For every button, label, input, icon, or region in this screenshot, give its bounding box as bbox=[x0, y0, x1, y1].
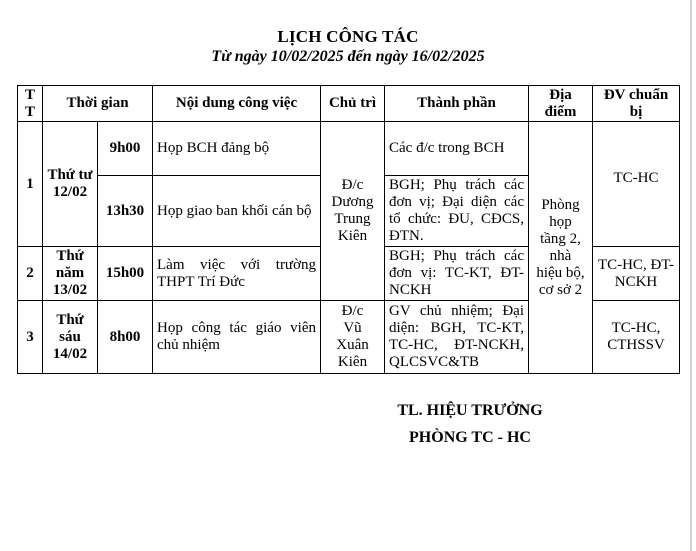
header-location: Địa điểm bbox=[529, 86, 593, 122]
prep-unit: TC-HC, ĐT-NCKH bbox=[593, 247, 680, 301]
row-day: Thứ sáu 14/02 bbox=[43, 301, 98, 374]
prep-unit: TC-HC, CTHSSV bbox=[593, 301, 680, 374]
event-chair: Đ/c Vũ Xuân Kiên bbox=[321, 301, 385, 374]
schedule-table bbox=[17, 85, 680, 374]
event-content: Họp giao ban khối cán bộ bbox=[153, 176, 321, 247]
header-content: Nội dung công việc bbox=[153, 86, 321, 122]
table-row bbox=[18, 122, 680, 176]
event-content: Họp BCH đảng bộ bbox=[153, 122, 321, 176]
prep-unit: TC-HC bbox=[593, 122, 680, 247]
row-number: 3 bbox=[18, 301, 43, 374]
event-participants: GV chủ nhiệm; Đại diện: BGH, TC-KT, TC-HC, ĐT-NCKH, QLCSVC&TB bbox=[385, 301, 529, 374]
event-content: Họp công tác giáo viên chủ nhiệm bbox=[153, 301, 321, 374]
event-participants: Các đ/c trong BCH bbox=[385, 122, 529, 176]
row-number: 2 bbox=[18, 247, 43, 301]
event-time: 9h00 bbox=[98, 122, 153, 176]
header-prep-unit: ĐV chuẩn bị bbox=[593, 86, 680, 122]
signature-title: TL. HIỆU TRƯỞNG bbox=[397, 402, 543, 419]
event-location: Phòng họp tầng 2, nhà hiệu bộ, cơ sở 2 bbox=[529, 122, 593, 374]
row-day: Thứ năm 13/02 bbox=[43, 247, 98, 301]
event-time: 8h00 bbox=[98, 301, 153, 374]
event-chair: Đ/c Dương Trung Kiên bbox=[321, 122, 385, 301]
row-day: Thứ tư 12/02 bbox=[43, 122, 98, 247]
header-time: Thời gian bbox=[43, 86, 153, 122]
event-time: 13h30 bbox=[98, 176, 153, 247]
header-row bbox=[18, 86, 680, 122]
row-number: 1 bbox=[18, 122, 43, 247]
header-tt: T T bbox=[18, 86, 43, 122]
header-participants: Thành phần bbox=[385, 86, 529, 122]
event-content: Làm việc với trường THPT Trí Đức bbox=[153, 247, 321, 301]
event-time: 15h00 bbox=[98, 247, 153, 301]
header-chair: Chủ trì bbox=[321, 86, 385, 122]
document-title: LỊCH CÔNG TÁC bbox=[277, 27, 419, 46]
page-edge bbox=[690, 0, 692, 551]
event-participants: BGH; Phụ trách các đơn vị: TC-KT, ĐT-NCKH bbox=[385, 247, 529, 301]
signature-department: PHÒNG TC - HC bbox=[409, 429, 531, 446]
document-subtitle: Từ ngày 10/02/2025 đến ngày 16/02/2025 bbox=[211, 48, 485, 65]
event-participants: BGH; Phụ trách các đơn vị; Đại diện các tổ chức: ĐU, CĐCS, ĐTN. bbox=[385, 176, 529, 247]
